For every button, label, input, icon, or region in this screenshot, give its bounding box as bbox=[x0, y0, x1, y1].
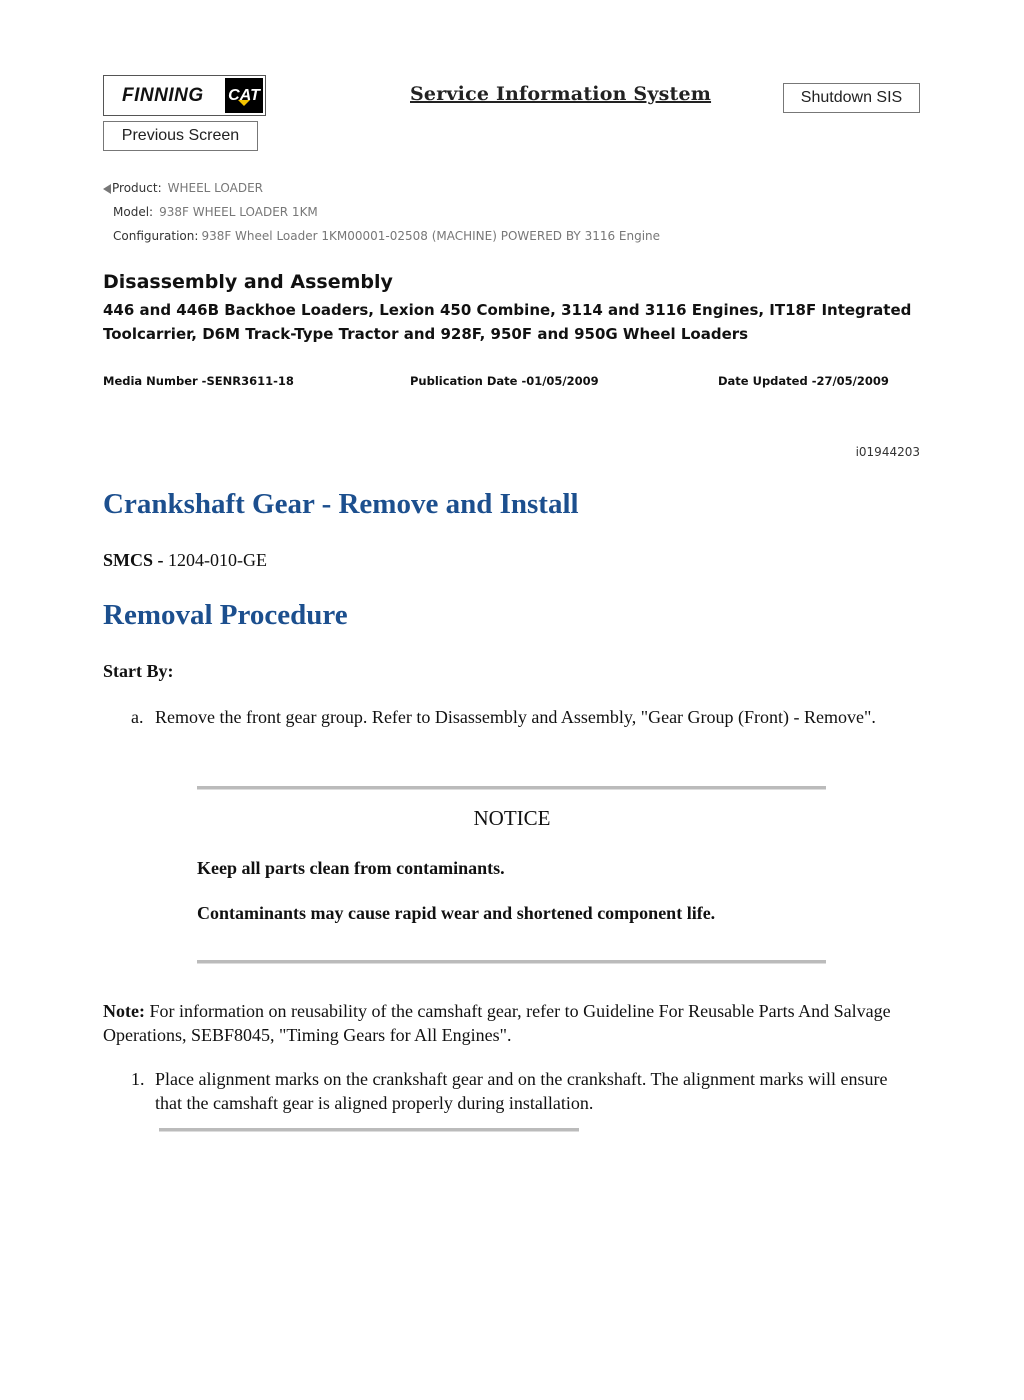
product-value: WHEEL LOADER bbox=[167, 181, 264, 195]
note-paragraph bbox=[103, 999, 903, 1047]
smcs-code bbox=[103, 550, 267, 571]
publication-date: Publication Date -01/05/2009 bbox=[410, 374, 599, 388]
previous-screen-button[interactable]: Previous Screen bbox=[103, 121, 258, 151]
publication-heading: Disassembly and Assembly bbox=[103, 271, 393, 293]
smcs-value: 1204-010-GE bbox=[168, 550, 267, 570]
model-value: 938F WHEEL LOADER 1KM bbox=[159, 205, 318, 219]
configuration-line bbox=[113, 229, 660, 243]
date-updated: Date Updated -27/05/2009 bbox=[718, 374, 889, 388]
list-item-a bbox=[131, 705, 911, 755]
finning-logo-text: FINNING bbox=[122, 85, 204, 106]
note-label: Note: bbox=[103, 1001, 145, 1021]
document-id: i01944203 bbox=[855, 445, 920, 459]
configuration-value: 938F Wheel Loader 1KM00001-02508 (MACHINE) POWERED BY 3116 Engine bbox=[201, 229, 661, 243]
section-title: Removal Procedure bbox=[103, 599, 348, 631]
page-title: Crankshaft Gear - Remove and Install bbox=[103, 488, 579, 520]
finning-cat-logo bbox=[103, 75, 266, 116]
notice-text-2: Contaminants may cause rapid wear and shortened component life. bbox=[197, 903, 716, 923]
publication-subtitle: 446 and 446B Backhoe Loaders, Lexion 450 Combine, 3114 and 3116 Engines, IT18F Integrated Toolcarrier, D6M Track-Type Tractor and 928F, 950F and 950G Wheel Loaders bbox=[103, 301, 912, 343]
list-item-marker: a. bbox=[131, 707, 144, 727]
list-item-text: Place alignment marks on the crankshaft gear and on the crankshaft. The alignment marks will ensure that the camshaft gear is aligned properly during installation. bbox=[155, 1069, 888, 1113]
cat-logo: CAT bbox=[225, 78, 263, 113]
shutdown-sis-button[interactable]: Shutdown SIS bbox=[783, 83, 920, 113]
smcs-label: SMCS - bbox=[103, 550, 164, 570]
notice-text-1: Keep all parts clean from contaminants. bbox=[197, 858, 505, 878]
notice-divider-top bbox=[197, 786, 826, 790]
media-number: Media Number -SENR3611-18 bbox=[103, 374, 294, 388]
list-item-1 bbox=[131, 1067, 911, 1117]
notice-divider-bottom bbox=[197, 960, 826, 964]
image-divider bbox=[159, 1128, 579, 1132]
sis-title: Service Information System bbox=[410, 83, 712, 105]
configuration-label: Configuration: bbox=[113, 229, 199, 243]
model-line bbox=[113, 205, 318, 219]
list-item-text: Remove the front gear group. Refer to Disassembly and Assembly, "Gear Group (Front) - Remove". bbox=[155, 707, 876, 727]
model-label: Model: bbox=[113, 205, 154, 219]
start-by-label: Start By: bbox=[103, 661, 174, 681]
product-line bbox=[112, 181, 263, 195]
back-arrow-icon[interactable] bbox=[103, 184, 111, 194]
product-label: Product: bbox=[112, 181, 162, 195]
notice-title: NOTICE bbox=[473, 806, 551, 830]
list-item-marker: 1. bbox=[131, 1069, 145, 1089]
note-text: For information on reusability of the camshaft gear, refer to Guideline For Reusable Parts And Salvage Operations, SEBF8045, "Timing Gears for All Engines". bbox=[103, 1001, 891, 1045]
